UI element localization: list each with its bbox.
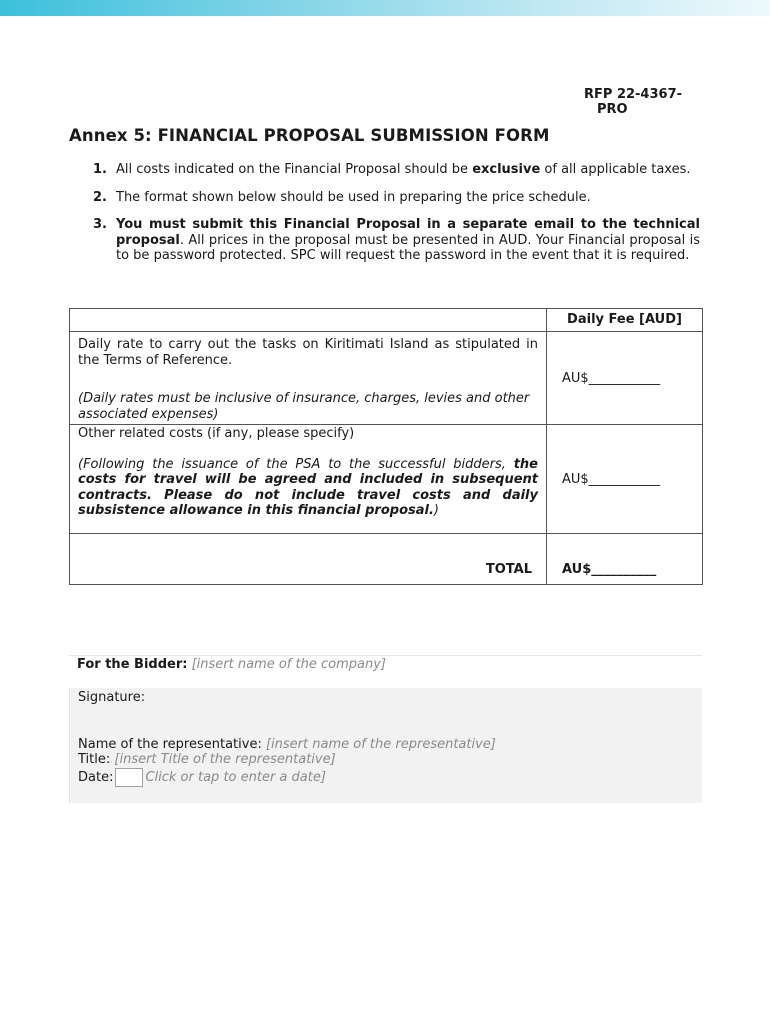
total-amount-field[interactable]: AU$__________	[562, 562, 657, 577]
instruction-text: The format shown below should be used in preparing the price schedule.	[116, 189, 591, 205]
instruction-number: 1.	[93, 162, 107, 177]
total-amount-cell	[547, 534, 703, 585]
date-picker-box[interactable]	[115, 768, 143, 787]
instruction-number: 3.	[93, 217, 107, 232]
instruction-text: of all applicable taxes.	[540, 162, 691, 177]
fee-table-header: Daily Fee [AUD]	[547, 309, 703, 332]
daily-rate-amount-field[interactable]: AU$___________	[547, 332, 703, 425]
header-accent-bar	[0, 0, 770, 16]
representative-name-field[interactable]: [insert name of the representative]	[265, 736, 496, 752]
other-costs-note-emphasis: the costs for travel will be agreed and included in subsequent contracts. Please do not include travel costs and daily subsistence allowance in this financial proposal.	[78, 456, 538, 518]
date-field[interactable]: Click or tap to enter a date]	[145, 769, 326, 785]
other-costs-note-text: )	[433, 503, 439, 518]
other-costs-note	[78, 457, 538, 519]
title-label: Title:	[78, 752, 111, 767]
instruction-emphasis: You must submit this Financial Proposal in a separate email to the technical proposal	[116, 217, 700, 248]
representative-label: Name of the representative:	[78, 736, 262, 752]
date-label: Date:	[78, 769, 114, 785]
total-label-cell	[70, 534, 547, 585]
page-title: Annex 5: FINANCIAL PROPOSAL SUBMISSION FORM	[69, 126, 550, 145]
instructions-list	[93, 162, 700, 276]
fee-table-header-empty	[70, 309, 547, 332]
daily-rate-cell	[70, 332, 547, 425]
instruction-item-1	[93, 162, 700, 178]
instruction-item-3	[93, 217, 700, 264]
daily-rate-description: Daily rate to carry out the tasks on Kiritimati Island as stipulated in the Terms of Reference.	[78, 337, 538, 368]
instruction-number: 2.	[93, 189, 107, 205]
bidder-row	[69, 656, 702, 688]
other-costs-note-text: (Following the issuance of the PSA to the successful bidders,	[78, 456, 514, 472]
daily-rate-note: (Daily rates must be inclusive of insurance, charges, levies and other associated expenses)	[78, 391, 530, 422]
other-costs-cell	[70, 425, 547, 534]
bidder-label: For the Bidder:	[77, 657, 188, 672]
total-label: TOTAL	[485, 562, 532, 577]
signature-label: Signature:	[78, 690, 146, 705]
company-name-field[interactable]: [insert name of the company]	[191, 657, 386, 672]
instruction-item-2	[93, 190, 700, 206]
rfp-reference	[584, 87, 704, 117]
other-costs-amount-field[interactable]: AU$___________	[547, 425, 703, 534]
representative-title-field[interactable]: [insert Title of the representative]	[114, 752, 336, 767]
instruction-text: All costs indicated on the Financial Proposal should be	[116, 162, 473, 177]
rfp-reference-line1: RFP 22-4367-	[584, 87, 683, 102]
title-row	[78, 752, 702, 768]
instruction-emphasis: exclusive	[472, 162, 541, 177]
other-costs-description: Other related costs (if any, please specify)	[78, 426, 355, 441]
instruction-text: . All prices in the proposal must be presented in AUD. Your Financial proposal is to be password protected. SPC will request the password in the event that it is required.	[116, 232, 700, 263]
fee-table	[69, 308, 703, 585]
rfp-reference-line2: PRO	[597, 102, 628, 117]
representative-row	[78, 737, 702, 753]
signature-block	[69, 688, 702, 803]
date-row	[78, 768, 702, 787]
bidder-block	[69, 655, 702, 803]
